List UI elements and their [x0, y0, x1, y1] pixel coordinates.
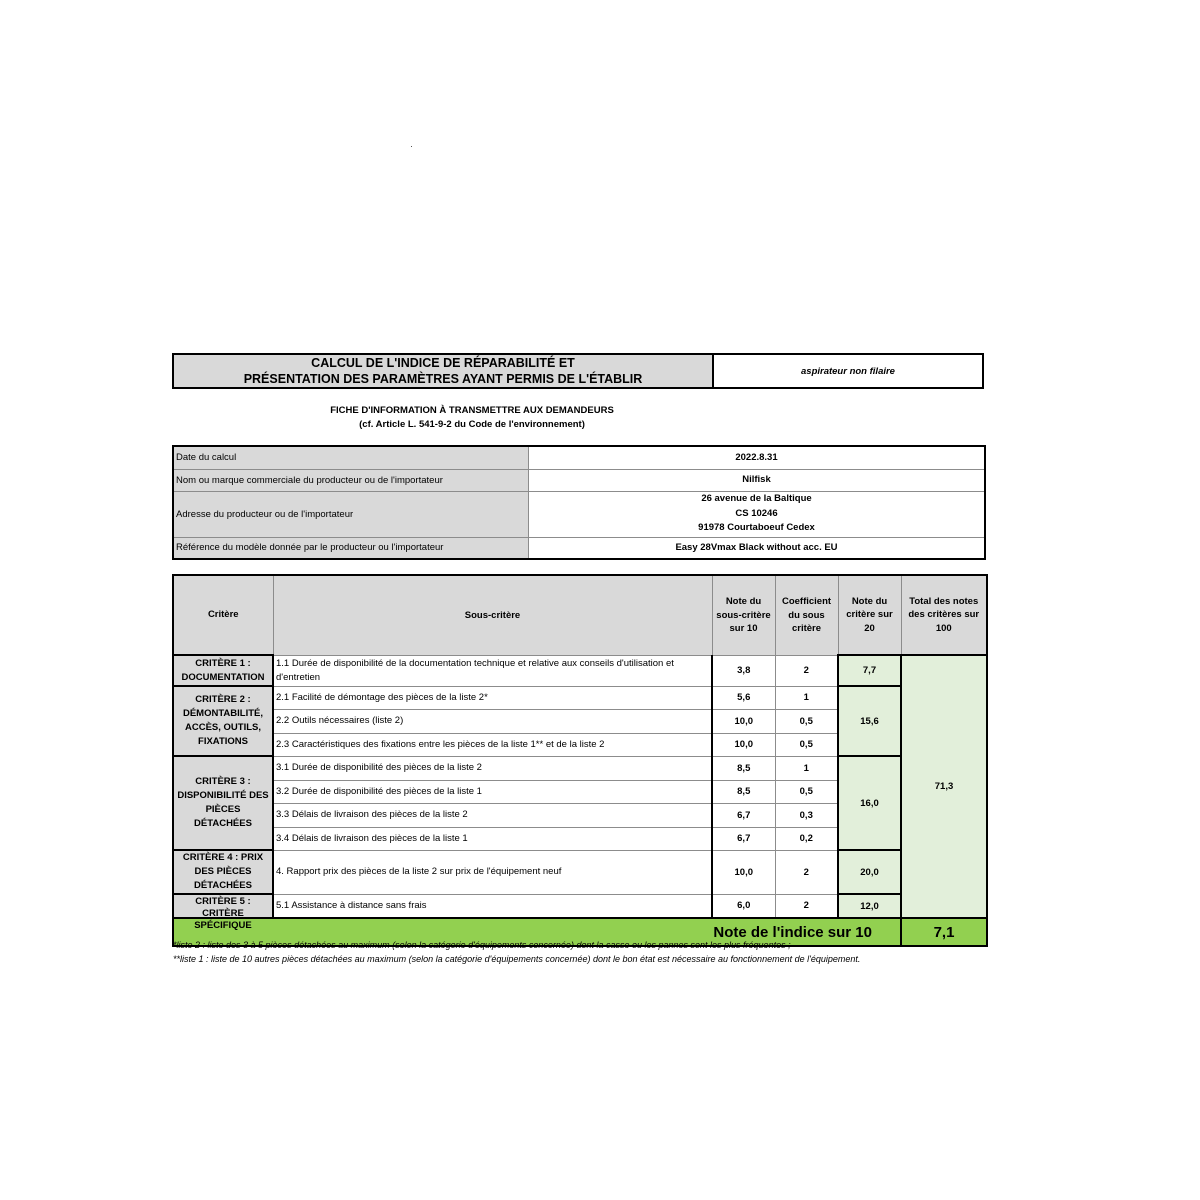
sub-1-1-note: 3,8 [712, 655, 775, 686]
date-value: 2022.8.31 [529, 446, 986, 469]
sub-1-1-coef: 2 [775, 655, 838, 686]
sheet-title-line1: CALCUL DE L'INDICE DE RÉPARABILITÉ ET [311, 356, 575, 370]
address-value [529, 491, 986, 537]
sub-3-1-note: 8,5 [712, 756, 775, 780]
sub-2-2-label: 2.2 Outils nécessaires (liste 2) [273, 709, 712, 733]
col-note-critere: Note du critère sur 20 [838, 575, 901, 655]
col-note-sous: Note du sous-critère sur 10 [712, 575, 775, 655]
col-sous-critere: Sous-critère [273, 575, 712, 655]
brand-label: Nom ou marque commerciale du producteur ou de l'importateur [173, 469, 529, 491]
sub-2-2-note: 10,0 [712, 709, 775, 733]
model-value: Easy 28Vmax Black without acc. EU [529, 537, 986, 559]
sub-4-note: 10,0 [712, 850, 775, 894]
criteria-table [172, 574, 988, 947]
brand-value: Nilfisk [529, 469, 986, 491]
sub-2-3-label: 2.3 Caractéristiques des fixations entre les pièces de la liste 1** et de la liste 2 [273, 733, 712, 756]
sub-5-1-note: 6,0 [712, 894, 775, 918]
date-label: Date du calcul [173, 446, 529, 469]
footnote-2: **liste 1 : liste de 10 autres pièces détachées au maximum (selon la catégorie d'équipements concernée) dont le bon état est nécessaire au fonctionnement de l'équipement. [173, 954, 861, 964]
sub-3-3-note: 6,7 [712, 803, 775, 827]
info-table [172, 445, 986, 560]
sub-4-coef: 2 [775, 850, 838, 894]
criterion-1-score: 7,7 [838, 655, 901, 686]
grand-total: 71,3 [901, 655, 987, 918]
sub-1-1-label: 1.1 Durée de disponibilité de la documentation technique et relative aux conseils d'utilisation et d'entretien [273, 655, 712, 686]
product-category: aspirateur non filaire [801, 365, 895, 377]
sub-2-3-coef: 0,5 [775, 733, 838, 756]
sheet-header [172, 353, 984, 389]
criterion-1-name: CRITÈRE 1 : DOCUMENTATION [173, 655, 273, 686]
address-label: Adresse du producteur ou de l'importateur [173, 491, 529, 537]
fiche-subtitle [172, 404, 772, 432]
sub-2-3-note: 10,0 [712, 733, 775, 756]
table-row [173, 686, 987, 709]
address-line3: 91978 Courtaboeuf Cedex [698, 522, 815, 534]
sub-3-3-coef: 0,3 [775, 803, 838, 827]
sub-4-label: 4. Rapport prix des pièces de la liste 2 sur prix de l'équipement neuf [273, 850, 712, 894]
sub-3-2-note: 8,5 [712, 780, 775, 803]
sheet-title-line2: PRÉSENTATION DES PARAMÈTRES AYANT PERMIS DE L'ÉTABLIR [243, 372, 643, 386]
fiche-line1: FICHE D'INFORMATION À TRANSMETTRE AUX DEMANDEURS [330, 405, 614, 416]
criterion-4-name: CRITÈRE 4 : PRIX DES PIÈCES DÉTACHÉES [173, 850, 273, 894]
sub-3-2-label: 3.2 Durée de disponibilité des pièces de la liste 1 [273, 780, 712, 803]
criterion-3-name: CRITÈRE 3 : DISPONIBILITÉ DES PIÈCES DÉTACHÉES [173, 756, 273, 850]
sub-3-4-note: 6,7 [712, 827, 775, 850]
sub-3-4-label: 3.4 Délais de livraison des pièces de la liste 1 [273, 827, 712, 850]
col-coef: Coefficient du sous critère [775, 575, 838, 655]
sub-3-1-coef: 1 [775, 756, 838, 780]
address-line1: 26 avenue de la Baltique [701, 493, 812, 505]
fiche-line2: (cf. Article L. 541-9-2 du Code de l'environnement) [359, 419, 585, 430]
header-row [173, 575, 987, 655]
address-line2: CS 10246 [735, 507, 778, 519]
sub-2-1-note: 5,6 [712, 686, 775, 709]
sub-2-1-coef: 1 [775, 686, 838, 709]
criterion-3-score: 16,0 [838, 756, 901, 850]
sub-5-1-coef: 2 [775, 894, 838, 918]
sub-3-4-coef: 0,2 [775, 827, 838, 850]
col-total: Total des notes des critères sur 100 [901, 575, 987, 655]
table-row [173, 894, 987, 918]
model-label: Référence du modèle donnée par le producteur ou l'importateur [173, 537, 529, 559]
sheet-title [174, 355, 714, 387]
criterion-2-name: CRITÈRE 2 : DÉMONTABILITÉ, ACCÈS, OUTILS, FIXATIONS [173, 686, 273, 756]
criterion-4-score: 20,0 [838, 850, 901, 894]
info-row-address [173, 491, 985, 537]
final-score-value: 7,1 [901, 918, 987, 946]
col-critere: Critère [173, 575, 273, 655]
sub-2-1-label: 2.1 Facilité de démontage des pièces de la liste 2* [273, 686, 712, 709]
sub-5-1-label: 5.1 Assistance à distance sans frais [273, 894, 712, 918]
sub-2-2-coef: 0,5 [775, 709, 838, 733]
final-score-label: Note de l'indice sur 10 [173, 918, 901, 946]
info-row-brand [173, 469, 985, 491]
table-row [173, 850, 987, 894]
info-row-date [173, 446, 985, 469]
criterion-2-score: 15,6 [838, 686, 901, 756]
sub-3-2-coef: 0,5 [775, 780, 838, 803]
criterion-5-label: CRITÈRE 5 : CRITÈRE SPÉCIFIQUE [194, 896, 252, 931]
sub-3-3-label: 3.3 Délais de livraison des pièces de la liste 2 [273, 803, 712, 827]
table-row [173, 756, 987, 780]
criterion-5-name [173, 894, 273, 931]
criterion-5-score: 12,0 [838, 894, 901, 918]
table-row [173, 655, 987, 686]
stray-dot [411, 146, 412, 147]
info-row-model [173, 537, 985, 559]
footnote-1: *liste 2 : liste des 3 à 5 pièces détachées au maximum (selon la catégorie d'équipements concernée) dont la casse ou les pannes sont les plus fréquentes ; [173, 940, 791, 950]
footnotes [173, 938, 973, 966]
sub-3-1-label: 3.1 Durée de disponibilité des pièces de la liste 2 [273, 756, 712, 780]
